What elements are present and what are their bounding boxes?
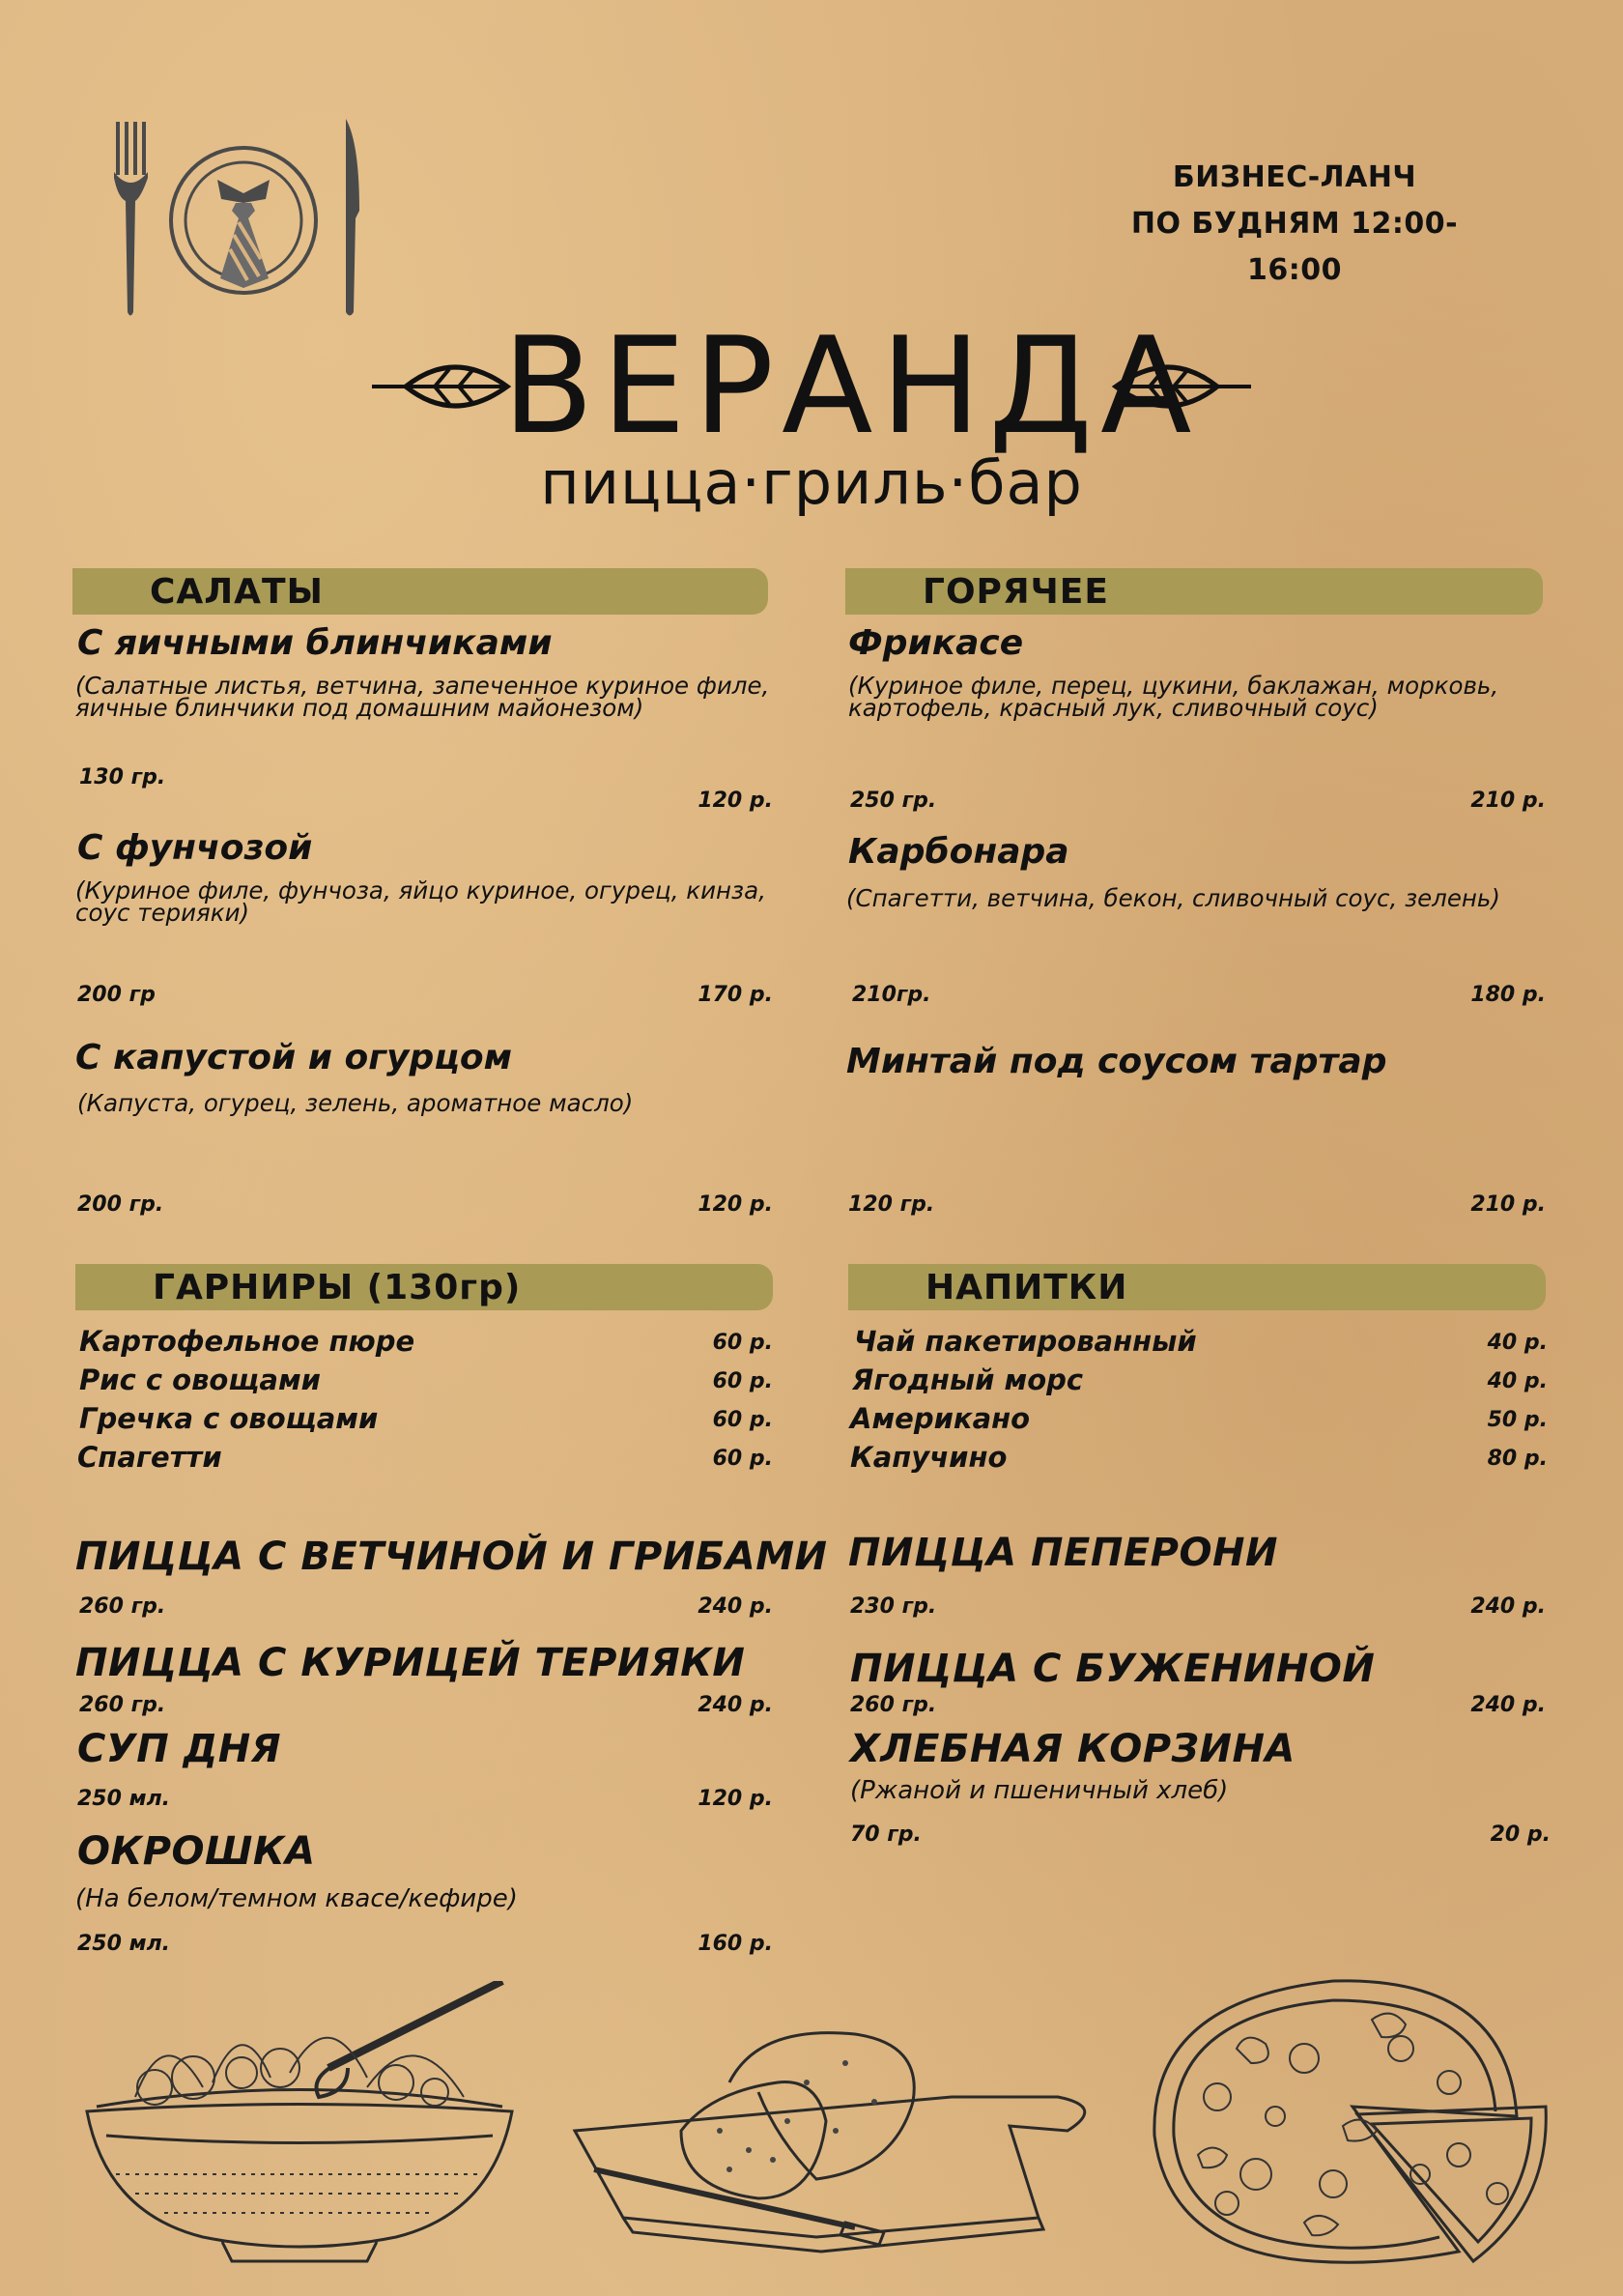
fork-icon bbox=[114, 122, 148, 316]
item-price: 50 р. bbox=[1487, 1408, 1548, 1432]
item-price: 60 р. bbox=[712, 1369, 773, 1393]
special-weight: 250 мл. bbox=[77, 1932, 171, 1956]
knife-icon bbox=[346, 119, 359, 316]
special-price: 240 р. bbox=[1470, 1693, 1546, 1717]
item-price: 60 р. bbox=[712, 1331, 773, 1355]
dish-description: (Куриное филе, перец, цукини, баклажан, морковь, картофель, красный лук, сливочный соус) bbox=[848, 672, 1499, 722]
special-price: 240 р. bbox=[1470, 1594, 1546, 1619]
leaf-icon bbox=[1111, 348, 1256, 425]
list-item: Американо bbox=[850, 1402, 1031, 1435]
item-price: 40 р. bbox=[1487, 1331, 1548, 1355]
dish-name: С фунчозой bbox=[77, 828, 313, 868]
list-item: Капучино bbox=[850, 1441, 1008, 1474]
dish-name: Минтай под соусом тартар bbox=[846, 1042, 1387, 1081]
section-header-salads bbox=[72, 568, 768, 615]
section-title: САЛАТЫ bbox=[150, 572, 324, 612]
section-title: НАПИТКИ bbox=[925, 1268, 1128, 1307]
list-item: Гречка с овощами bbox=[79, 1402, 379, 1435]
dish-description: (Капуста, огурец, зелень, ароматное масло) bbox=[77, 1089, 634, 1117]
dish-name: С яичными блинчиками bbox=[77, 623, 553, 663]
special-weight: 260 гр. bbox=[79, 1693, 166, 1717]
special-weight: 260 гр. bbox=[79, 1594, 166, 1619]
special-name: ПИЦЦА С КУРИЦЕЙ ТЕРИЯКИ bbox=[75, 1641, 746, 1685]
leaf-icon bbox=[367, 348, 512, 425]
dish-weight: 200 гр bbox=[77, 983, 156, 1007]
dish-price: 120 р. bbox=[698, 1192, 773, 1217]
special-weight: 250 мл. bbox=[77, 1787, 171, 1811]
list-item: Рис с овощами bbox=[79, 1363, 321, 1396]
dish-price: 120 р. bbox=[698, 789, 773, 813]
dish-price: 210 р. bbox=[1470, 789, 1546, 813]
dish-price: 210 р. bbox=[1470, 1192, 1546, 1217]
item-price: 40 р. bbox=[1487, 1369, 1548, 1393]
dish-name: Фрикасе bbox=[848, 623, 1024, 663]
special-price: 120 р. bbox=[698, 1787, 773, 1811]
list-item: Ягодный морс bbox=[852, 1363, 1084, 1396]
salad-bowl-illustration bbox=[77, 1981, 522, 2271]
section-title: ГАРНИРЫ (130гр) bbox=[153, 1268, 522, 1307]
special-name: СУП ДНЯ bbox=[77, 1727, 281, 1771]
special-weight: 260 гр. bbox=[850, 1693, 937, 1717]
item-price: 80 р. bbox=[1487, 1447, 1548, 1471]
special-name: ХЛЕБНАЯ КОРЗИНА bbox=[850, 1727, 1296, 1771]
tie-icon bbox=[217, 180, 270, 288]
list-item: Чай пакетированный bbox=[854, 1325, 1197, 1358]
dish-description: (Куриное филе, фунчоза, яйцо куриное, огурец, кинза, соус терияки) bbox=[75, 876, 766, 927]
dish-weight: 250 гр. bbox=[850, 789, 937, 813]
section-header-drinks bbox=[848, 1264, 1546, 1310]
special-weight: 230 гр. bbox=[850, 1594, 937, 1619]
dish-description: (Спагетти, ветчина, бекон, сливочный соус, зелень) bbox=[846, 884, 1500, 912]
special-name: ПИЦЦА С БУЖЕНИНОЙ bbox=[850, 1647, 1376, 1691]
special-price: 240 р. bbox=[698, 1693, 773, 1717]
special-name: ПИЦЦА ПЕПЕРОНИ bbox=[848, 1531, 1278, 1575]
dish-weight: 210гр. bbox=[852, 983, 931, 1007]
special-name: ОКРОШКА bbox=[77, 1829, 316, 1874]
item-price: 60 р. bbox=[712, 1447, 773, 1471]
special-price: 20 р. bbox=[1490, 1822, 1551, 1847]
special-weight: 70 гр. bbox=[850, 1822, 922, 1847]
list-item: Картофельное пюре bbox=[79, 1325, 415, 1358]
special-price: 240 р. bbox=[698, 1594, 773, 1619]
dining-logo bbox=[106, 114, 377, 322]
section-header-garnish bbox=[75, 1264, 773, 1310]
dish-description: (Салатные листья, ветчина, запеченное куриное филе, яичные блинчики под домашним майонезом) bbox=[75, 672, 770, 722]
business-lunch-hours: ПО БУДНЯМ 12:00-16:00 bbox=[1130, 207, 1459, 287]
list-item: Спагетти bbox=[77, 1441, 222, 1474]
brand-logo bbox=[367, 308, 1256, 518]
dish-price: 170 р. bbox=[698, 983, 773, 1007]
special-description: (На белом/темном квасе/кефире) bbox=[75, 1884, 518, 1913]
special-price: 160 р. bbox=[698, 1932, 773, 1956]
business-lunch-info bbox=[1092, 155, 1497, 294]
dish-name: С капустой и огурцом bbox=[75, 1038, 513, 1077]
special-description: (Ржаной и пшеничный хлеб) bbox=[850, 1776, 1229, 1805]
brand-subtitle: пицца·гриль·бар bbox=[540, 447, 1083, 518]
dish-weight: 130 гр. bbox=[79, 765, 166, 789]
dish-weight: 120 гр. bbox=[848, 1192, 935, 1217]
item-price: 60 р. bbox=[712, 1408, 773, 1432]
section-header-hot bbox=[845, 568, 1543, 615]
bread-board-illustration bbox=[565, 2024, 1106, 2266]
brand-name: ВЕРАНДА bbox=[502, 308, 1200, 464]
pizza-illustration bbox=[1140, 1971, 1565, 2271]
section-title: ГОРЯЧЕЕ bbox=[923, 572, 1109, 612]
dish-price: 180 р. bbox=[1470, 983, 1546, 1007]
special-name: ПИЦЦА С ВЕТЧИНОЙ И ГРИБАМИ bbox=[75, 1535, 828, 1579]
dish-name: Карбонара bbox=[848, 832, 1069, 872]
business-lunch-title: БИЗНЕС-ЛАНЧ bbox=[1172, 160, 1417, 194]
dish-weight: 200 гр. bbox=[77, 1192, 164, 1217]
